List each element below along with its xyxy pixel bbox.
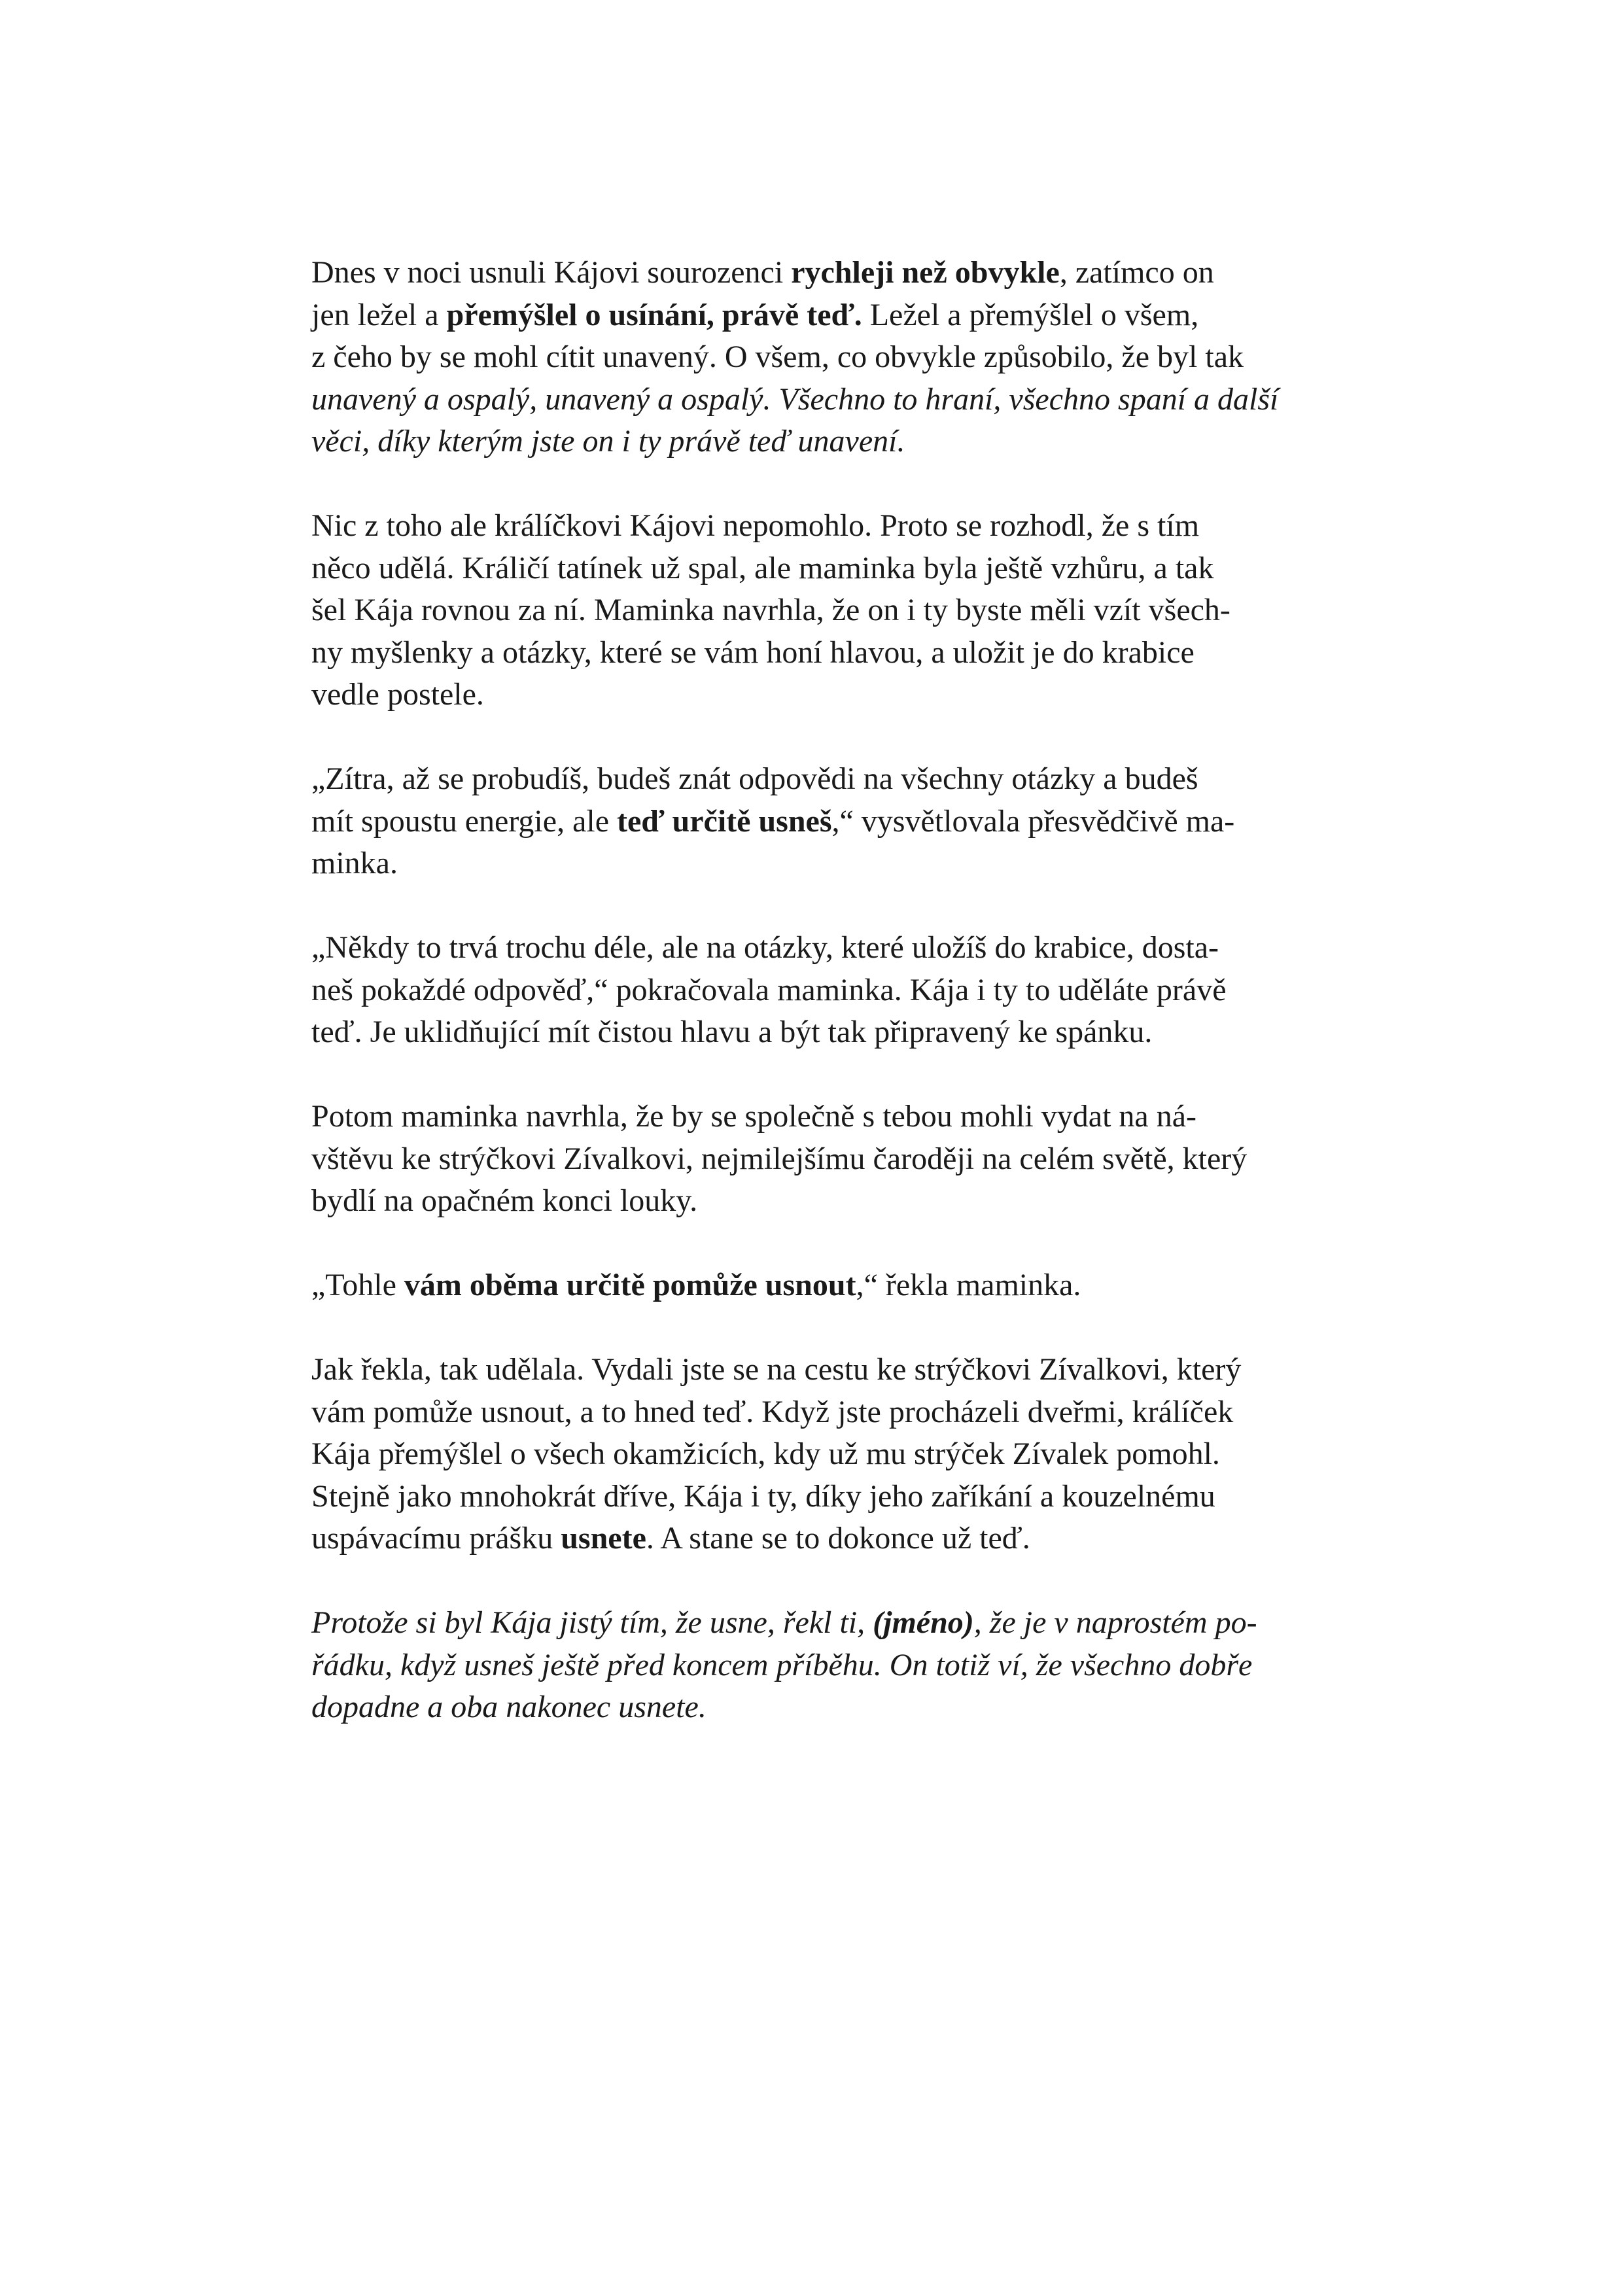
- emphasis-text: teď určitě usneš: [617, 803, 832, 839]
- story-paragraph: [311, 1602, 1312, 1729]
- text-line: [311, 1602, 1312, 1644]
- text-run: z čeho by se mohl cítit unavený. O všem, co obvykle způsobilo, že byl tak: [311, 339, 1244, 374]
- text-line: [311, 252, 1312, 294]
- text-line: [311, 1518, 1312, 1560]
- emphasis-text: vám oběma určitě pomůže usnout: [404, 1268, 856, 1302]
- emphasis-text: rychleji než obvykle: [791, 255, 1060, 290]
- story-paragraph: [311, 758, 1312, 885]
- text-line: [311, 1011, 1312, 1054]
- text-line: [311, 674, 1312, 716]
- text-run: unavený a ospalý, unavený a ospalý. Všechno to hraní, všechno spaní a další: [311, 381, 1279, 417]
- text-line: [311, 1138, 1312, 1181]
- text-run: , zatímco on: [1059, 255, 1214, 290]
- text-run: mít spoustu energie, ale: [311, 803, 618, 839]
- text-line: [311, 336, 1312, 379]
- text-line: [311, 1096, 1312, 1138]
- text-line: [311, 379, 1312, 421]
- story-paragraph: [311, 1349, 1312, 1560]
- text-line: [311, 632, 1312, 674]
- emphasis-text: (jméno): [873, 1605, 974, 1640]
- text-run: Ležel a přemýšlel o všem,: [862, 297, 1199, 332]
- text-run: , že je v naprostém po-: [973, 1605, 1257, 1640]
- text-run: uspávacímu prášku: [311, 1521, 561, 1556]
- text-line: [311, 505, 1312, 548]
- text-run: Nic z toho ale králíčkovi Kájovi nepomohlo. Proto se rozhodl, že s tím: [311, 508, 1200, 543]
- text-run: „Někdy to trvá trochu déle, ale na otázky, které uložíš do krabice, dosta-: [311, 930, 1219, 965]
- text-run: ,“ vysvětlovala přesvědčivě ma-: [831, 803, 1235, 839]
- text-line: [311, 294, 1312, 337]
- text-run: vštěvu ke strýčkovi Zívalkovi, nejmilejšímu čaroději na celém světě, který: [311, 1141, 1248, 1176]
- text-line: [311, 589, 1312, 632]
- text-run: řádku, když usneš ještě před koncem příběhu. On totiž ví, že všechno dobře: [311, 1647, 1253, 1682]
- text-run: něco udělá. Králičí tatínek už spal, ale maminka byla ještě vzhůru, a tak: [311, 550, 1214, 585]
- text-run: minka.: [311, 846, 398, 880]
- text-line: [311, 758, 1312, 801]
- text-line: [311, 1433, 1312, 1476]
- text-run: jen ležel a: [311, 297, 447, 332]
- text-line: [311, 421, 1312, 463]
- text-run: ,“ řekla maminka.: [856, 1268, 1081, 1302]
- text-line: [311, 1264, 1312, 1307]
- text-line: [311, 1180, 1312, 1223]
- text-run: Potom maminka navrhla, že by se společně s tebou mohli vydat na ná-: [311, 1099, 1196, 1134]
- story-text-block: [311, 252, 1312, 1771]
- text-run: šel Kája rovnou za ní. Maminka navrhla, že on i ty byste měli vzít všech-: [311, 593, 1230, 627]
- text-line: [311, 1476, 1312, 1518]
- emphasis-text: usnete: [561, 1521, 646, 1556]
- story-paragraph: [311, 927, 1312, 1054]
- text-line: [311, 1644, 1312, 1687]
- story-paragraph: [311, 1096, 1312, 1223]
- text-line: [311, 1686, 1312, 1729]
- text-run: teď. Je uklidňující mít čistou hlavu a být tak připravený ke spánku.: [311, 1015, 1153, 1049]
- story-paragraph: [311, 1264, 1312, 1307]
- text-run: vám pomůže usnout, a to hned teď. Když jste procházeli dveřmi, králíček: [311, 1394, 1234, 1429]
- text-line: [311, 969, 1312, 1012]
- text-run: neš pokaždé odpověď,“ pokračovala maminka. Kája i ty to uděláte právě: [311, 972, 1227, 1007]
- text-run: ny myšlenky a otázky, které se vám honí hlavou, a uložit je do krabice: [311, 635, 1195, 670]
- story-paragraph: [311, 252, 1312, 463]
- text-line: [311, 1349, 1312, 1391]
- text-line: [311, 927, 1312, 969]
- text-run: dopadne a oba nakonec usnete.: [311, 1690, 707, 1724]
- text-run: Stejně jako mnohokrát dříve, Kája i ty, díky jeho zaříkání a kouzelnému: [311, 1478, 1215, 1514]
- emphasis-text: přemýšlel o usínání, právě teď.: [446, 297, 862, 332]
- text-run: „Tohle: [311, 1268, 404, 1302]
- text-run: Jak řekla, tak udělala. Vydali jste se na cestu ke strýčkovi Zívalkovi, který: [311, 1352, 1242, 1387]
- text-line: [311, 801, 1312, 843]
- text-run: věci, díky kterým jste on i ty právě teď unavení.: [311, 424, 905, 459]
- text-line: [311, 843, 1312, 885]
- story-paragraph: [311, 505, 1312, 716]
- text-run: vedle postele.: [311, 677, 484, 712]
- text-run: . A stane se to dokonce už teď.: [646, 1521, 1030, 1556]
- text-run: Dnes v noci usnuli Kájovi sourozenci: [311, 255, 792, 290]
- text-run: Protože si byl Kája jistý tím, že usne, řekl ti,: [311, 1605, 873, 1640]
- text-line: [311, 548, 1312, 590]
- text-run: „Zítra, až se probudíš, budeš znát odpovědi na všechny otázky a budeš: [311, 761, 1198, 796]
- text-line: [311, 1391, 1312, 1434]
- text-run: bydlí na opačném konci louky.: [311, 1183, 698, 1218]
- text-run: Kája přemýšlel o všech okamžicích, kdy už mu strýček Zívalek pomohl.: [311, 1436, 1220, 1471]
